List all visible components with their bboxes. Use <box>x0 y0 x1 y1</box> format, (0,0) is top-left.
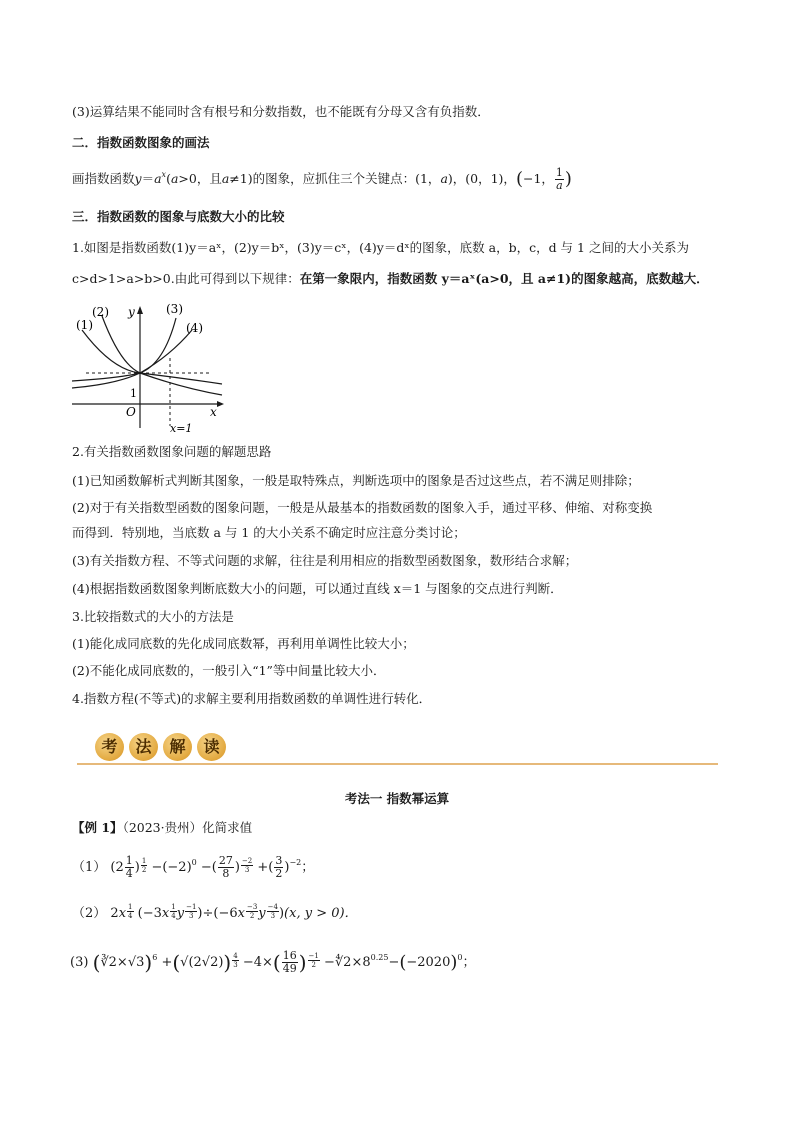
heading-drawing-method: 二．指数函数图象的画法 <box>72 135 210 150</box>
curve-label-1: (1) <box>76 318 93 332</box>
banner-char-1: 考 <box>95 733 124 761</box>
banner-char-2: 法 <box>129 733 158 761</box>
section-banner <box>77 730 718 766</box>
line-x1-label: x=1 <box>170 422 193 435</box>
approach-heading: 2.有关指数函数图象问题的解题思路 <box>72 444 272 459</box>
question-1: （1） (2 $\frac{1}{4}$ ) $\frac{1}{2}$ $-(-2)^0$ −( $\frac{27}{8}$ ) $\frac{-2}{3}$ +( $\frac{3}{2}$ )$^{-2}$； <box>72 854 315 880</box>
method-title: 考法一 指数幂运算 <box>344 791 450 806</box>
rule-3-text: (3)运算结果不能同时含有根号和分数指数，也不能既有分母又含有负指数． <box>72 104 490 119</box>
banner-char-3: 解 <box>163 733 192 761</box>
heading-comparison: 三．指数函数的图象与底数大小的比较 <box>72 209 285 224</box>
approach-2-cont: 而得到．特别地，当底数 a 与 1 的大小关系不确定时应注意分类讨论； <box>72 525 466 540</box>
axis-x-label: x <box>210 405 217 419</box>
key-points-line: 画指数函数$y=a^x(a>0$，且a≠1)的图象，应抓住三个关键点：(1，a)，(0，1)，(−1， $\frac{1}{a}$ ) <box>72 166 572 192</box>
curve-label-3: (3) <box>166 302 183 316</box>
question-3: (3) (∛2×√3)$^6$ +(√(2√2)) $\frac{4}{3}$ −4×( $\frac{16}{49}$ ) $\frac{-1}{2}$ $-∜2\times 8^{0.25}-(-2020)^0$； <box>70 949 476 975</box>
compare-1: (1)能化成同底数的先化成同底数幂，再利用单调性比较大小； <box>72 636 415 651</box>
example-header: 【例 1】（2023·贵州）化简求值 <box>72 820 253 835</box>
question-2: （2） 2x $\frac{1}{4}$ (−3x $\frac{1}{4}$ y $\frac{-1}{3}$ )÷(−6x $\frac{-3}{2}$ y $\frac{-4}{3}$ )(x, y > 0)． <box>72 903 358 921</box>
approach-3: (3)有关指数方程、不等式问题的求解，往往是利用相应的指数型函数图象，数形结合求解； <box>72 553 578 568</box>
banner-rule <box>77 763 718 765</box>
curve-label-2: (2) <box>92 305 109 319</box>
one-label: 1 <box>130 387 137 400</box>
compare-heading: 3.比较指数式的大小的方法是 <box>72 609 234 624</box>
axis-y-label: y <box>128 305 135 319</box>
figure-intro-line: 1.如图是指数函数(1)y＝aˣ，(2)y＝bˣ，(3)y＝cˣ，(4)y＝dˣ的图象，底数 a，b，c，d 与 1 之间的大小关系为 <box>72 240 689 255</box>
compare-2: (2)不能化成同底数的，一般引入“1”等中间量比较大小． <box>72 663 386 678</box>
equation-rule: 4.指数方程(不等式)的求解主要利用指数函数的单调性进行转化． <box>72 691 432 706</box>
curve-label-4: (4) <box>186 321 203 335</box>
banner-char-4: 读 <box>197 733 226 761</box>
approach-4: (4)根据指数函数图象判断底数大小的问题，可以通过直线 x＝1 与图象的交点进行判断． <box>72 581 563 596</box>
origin-label: O <box>126 405 136 419</box>
approach-1: (1)已知函数解析式判断其图象，一般是取特殊点，判断选项中的图象是否过这些点，若不满足则排除； <box>72 473 640 488</box>
approach-2: (2)对于有关指数型函数的图象问题，一般是从最基本的指数函数的图象入手，通过平移、伸缩、对称变换 <box>72 500 653 515</box>
rule-line: c>d>1>a>b>0.由此可得到以下规律：在第一象限内，指数函数 y＝aˣ(a>0，且 a≠1)的图象越高，底数越大． <box>72 271 709 286</box>
exponential-graphs-figure <box>72 298 232 438</box>
